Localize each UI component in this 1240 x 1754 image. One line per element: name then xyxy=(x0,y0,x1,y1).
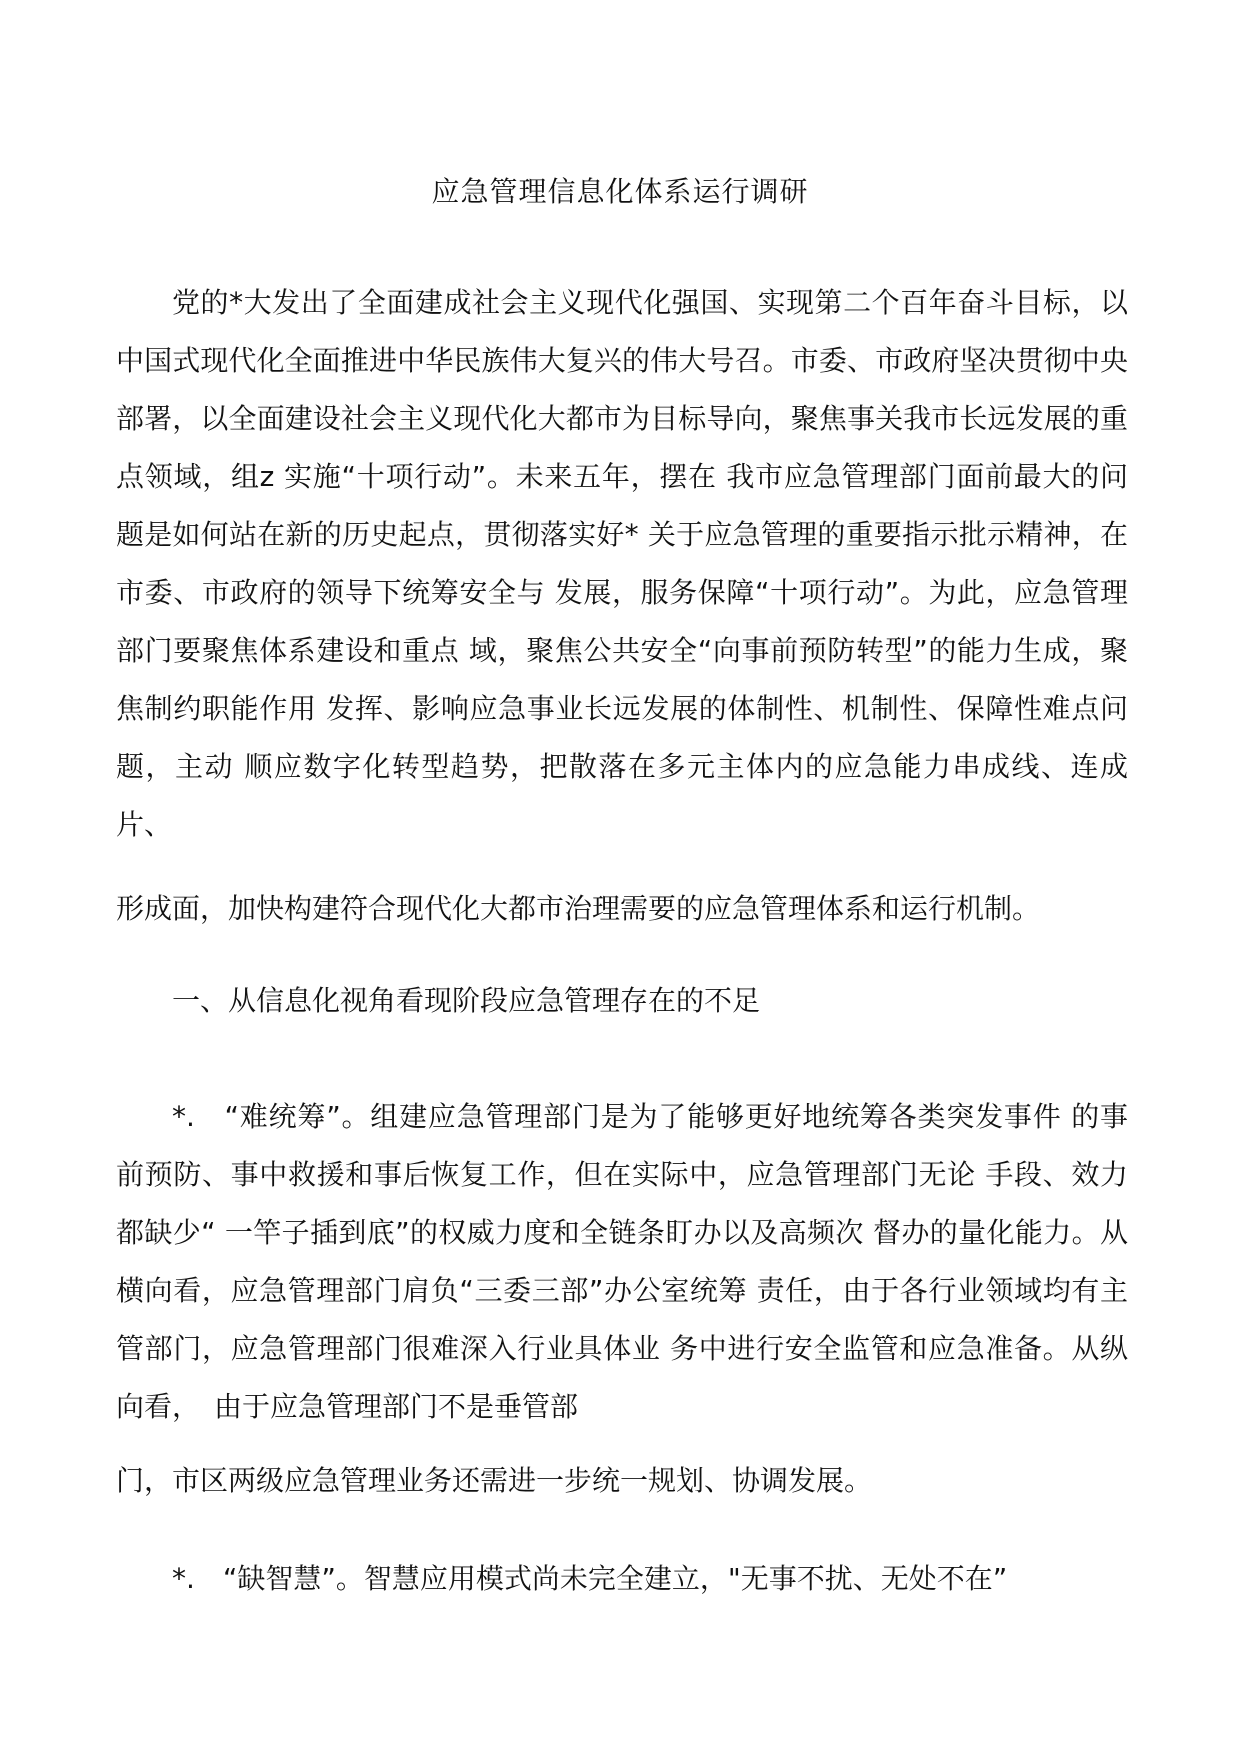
item-1-paragraph: *. “难统筹”。组建应急管理部门是为了能够更好地统筹各类突发事件 的事前预防、事中救援和事后恢复工作，但在实际中，应急管理部门无论 手段、效力都缺少“ 一竿子插到底”的权威力度和全链条盯办以及高频次 督办的量化能力。从横向看，应急管理部门肩负“三委三部”办公室统筹 责任，由于各行业领域均有主管部门，应急管理部门很难深入行业具体业 务中进行安全监管和应急准备。从纵向看， 由于应急管理部门不是垂管部 xyxy=(116,1100,1128,1423)
intro-paragraph-end: 形成面，加快构建符合现代化大都市治理需要的应急管理体系和运行机制。 xyxy=(116,892,1041,925)
document-title: 应急管理信息化体系运行调研 xyxy=(431,175,809,208)
section-heading: 一、从信息化视角看现阶段应急管理存在的不足 xyxy=(172,984,761,1017)
intro-paragraph: 党的*大发出了全面建成社会主义现代化强国、实现第二个百年奋斗目标，以中国式现代化全面推进中华民族伟大复兴的伟大号召。市委、市政府坚决贯彻中央部署，以全面建设社会主义现代化大都市为目标导向，聚焦事关我市长远发展的重点领域，组z 实施“十项行动”。未来五年，摆在 我市应急管理部门面前最大的问题是如何站在新的历史起点，贯彻落实好* 关于应急管理的重要指示批示精神，在市委、市政府的领导下统筹安全与 发展，服务保障“十项行动”。为此，应急管理部门要聚焦体系建设和重点 域，聚焦公共安全“向事前预防转型”的能力生成，聚焦制约职能作用 发挥、影响应急事业长远发展的体制性、机制性、保障性难点问题，主动 顺应数字化转型趋势，把散落在多元主体内的应急能力串成线、连成片、 xyxy=(116,286,1128,841)
item-2-paragraph: *. “缺智慧”。智慧应用模式尚未完全建立，"无事不扰、无处不在” xyxy=(172,1562,1008,1595)
item-1-paragraph-end: 门，市区两级应急管理业务还需进一步统一规划、协调发展。 xyxy=(116,1464,873,1497)
